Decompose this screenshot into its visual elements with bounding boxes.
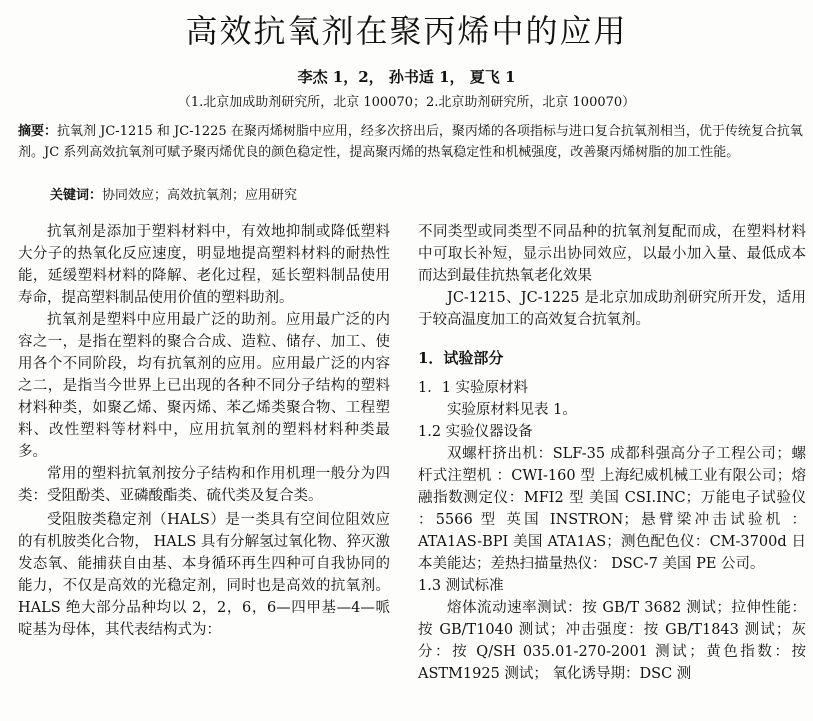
section-heading: 1．试验部分 [418, 349, 504, 367]
keywords-text: 协同效应；高效抗氧剂；应用研究 [102, 188, 298, 203]
body-paragraph: 熔体流动速率测试：按 GB/T 3682 测试；拉伸性能：按 GB/T1040 测试；冲击强度：按 GB/T1843 测试；灰分：按 Q/SH 035.01-270-2001 测试；黄色指数：按 ASTM1925 测试； 氧化诱导期：DSC 测 [418, 600, 806, 682]
body-paragraph: JC-1215、JC-1225 是北京加成助剂研究所开发，适用于较高温度加工的高效复合抗氧剂。 [418, 290, 806, 328]
body-paragraph: 抗氧剂是塑料中应用最广泛的助剂。应用最广泛的内容之一，是指在塑料的聚合合成、造粒、储存、加工、使用各个不同阶段，均有抗氧剂的应用。应用最广泛的内容之二，是指当今世界上已出现的各种不同分子结构的塑料材料种类，如聚乙烯、聚丙烯、苯乙烯类聚合物、工程塑料、改性塑料等材料中，应用抗氧剂的塑料材料种类最多。 [18, 312, 390, 460]
subsection-heading: 1.2 实验仪器设备 [418, 424, 533, 440]
abstract [18, 121, 803, 163]
affiliations: （1.北京加成助剂研究所，北京 100070；2.北京助剂研究所，北京 100070） [177, 95, 636, 110]
right-column [418, 221, 806, 685]
left-column [18, 221, 390, 641]
keywords [50, 185, 790, 206]
body-paragraph: 抗氧剂是添加于塑料材料中，有效地抑制或降低塑料大分子的热氧化反应速度，明显地提高塑料材料的耐热性能，延缓塑料材料的降解、老化过程，延长塑料制品使用寿命，提高塑料制品使用价值的塑料助剂。 [18, 224, 390, 306]
body-paragraph: 实验原材料见表 1。 [447, 402, 577, 418]
subsection-heading: 1．1 实验原材料 [418, 380, 529, 396]
keywords-label: 关键词： [50, 188, 103, 203]
paper-title: 高效抗氧剂在聚丙烯中的应用 [185, 12, 628, 50]
body-paragraph: 双螺杆挤出机：SLF-35 成都科强高分子工程公司；螺杆式注塑机 ：CWI-160 型 上海纪威机械工业有限公司；熔融指数测定仪：MFI2 型 美国 CSI.INC；万能电子试验仪 ：5566 型 英国 INSTRON；悬臂梁冲击试验机 ：ATA1AS-BPI 美国 ATA1AS；测色配色仪：CM-3700d 日本美能达；差热扫描量热仪： DSC-7 美国 PE 公司。 [418, 446, 806, 572]
abstract-label: 摘要： [18, 124, 58, 139]
abstract-text: 抗氧剂 JC-1215 和 JC-1225 在聚丙烯树脂中应用，经多次挤出后，聚丙烯的各项指标与进口复合抗氧剂相当，优于传统复合抗氧剂。JC 系列高效抗氧剂可赋予聚丙烯优良的颜色稳定性，提高聚丙烯的热氧稳定性和机械强度，改善聚丙烯树脂的加工性能。 [18, 124, 803, 160]
body-paragraph: 不同类型或同类型不同品种的抗氧剂复配而成，在塑料材料中可取长补短，显示出协同效应，以最小加入量、最低成本而达到最佳抗热氧老化效果 [418, 224, 806, 284]
subsection-heading: 1.3 测试标准 [418, 578, 504, 594]
body-paragraph: 常用的塑料抗氧剂按分子结构和作用机理一般分为四类：受阻酚类、亚磷酸酯类、硫代类及复合类。 [18, 466, 390, 504]
author-list: 李杰 1，2， 孙书适 1， 夏飞 1 [297, 68, 516, 86]
body-paragraph: 受阻胺类稳定剂（HALS）是一类具有空间位阻效应的有机胺类化合物， HALS 具有分解氢过氧化物、猝灭激发态氧、能捕获自由基、本身循环再生四种可自我协同的能力，不仅是高效的光稳定剂，同时也是高效的抗氧剂。HALS 绝大部分品种均以 2，2，6，6—四甲基—4—哌啶基为母体，其代表结构式为： [18, 512, 390, 638]
